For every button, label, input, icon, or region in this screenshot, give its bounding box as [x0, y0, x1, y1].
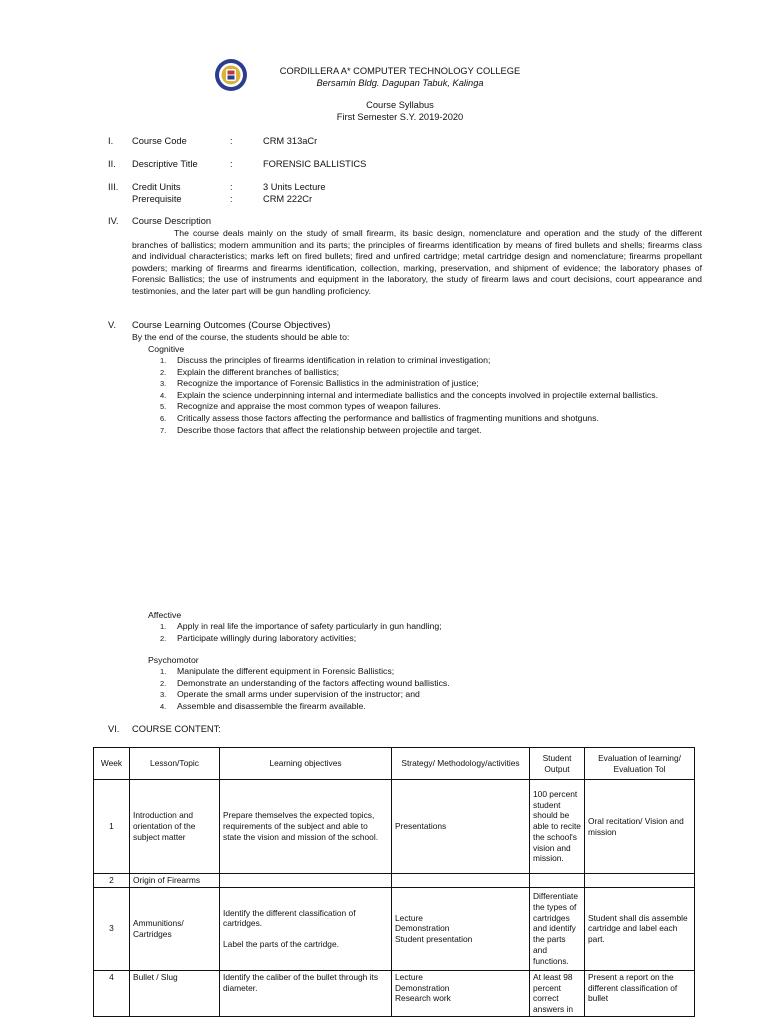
- table-row: [94, 887, 695, 970]
- strategy-line: Student presentation: [395, 934, 473, 945]
- colon: :: [230, 136, 233, 146]
- cognitive-list: [148, 355, 693, 436]
- psychomotor-list: [148, 666, 693, 712]
- column-header-output: Student Output: [530, 748, 585, 780]
- evaluation-cell: Oral recitation/ Vision and mission: [585, 780, 695, 874]
- list-item: 1. Discuss the principles of firearms identification in relation to criminal investigation;: [160, 355, 491, 365]
- column-header-topic: Lesson/Topic: [130, 748, 220, 780]
- psychomotor-heading: Psychomotor: [148, 655, 199, 665]
- strategy-line: Lecture: [395, 971, 423, 982]
- table-row: [94, 874, 695, 888]
- list-item: 1. Apply in real life the importance of safety particularly in gun handling;: [160, 621, 442, 631]
- credit-units-label: Credit Units: [132, 182, 181, 192]
- objective-line: Label the parts of the cartridge.: [223, 939, 339, 950]
- objectives-cell: Prepare themselves the expected topics, requirements of the subject and able to state the vision and mission of the school.: [220, 780, 392, 874]
- topic-cell: Introduction and orientation of the subject matter: [130, 780, 220, 874]
- topic-cell: Origin of Firearms: [130, 874, 220, 888]
- evaluation-cell: Present a report on the different classification of bullet: [585, 970, 695, 1016]
- colon: :: [230, 194, 233, 204]
- colon: :: [230, 159, 233, 169]
- objectives-cell: Identify the caliber of the bullet through its diameter.: [220, 970, 392, 1016]
- table-row: [94, 970, 695, 1016]
- objectives-cell: [220, 874, 392, 888]
- course-description-text: [132, 228, 702, 298]
- course-code-label: Course Code: [132, 136, 187, 146]
- strategy-cell: Presentations: [392, 780, 530, 874]
- evaluation-cell: Student shall dis assemble cartridge and label each part.: [585, 887, 695, 970]
- course-content-label: COURSE CONTENT:: [132, 724, 221, 734]
- topic-cell: Bullet / Slug: [130, 970, 220, 1016]
- topic-cell: Ammunitions/ Cartridges: [130, 887, 220, 970]
- week-cell: 3: [94, 887, 130, 970]
- strategy-line: Demonstration: [395, 982, 450, 993]
- strategy-cell: [392, 970, 530, 1016]
- list-item: 5. Recognize and appraise the most common types of weapon failures.: [160, 401, 441, 412]
- section-number: IV.: [108, 216, 119, 226]
- list-item: 6. Critically assess those factors affecting the performance and ballistics of fragmenting munitions and shotguns.: [160, 412, 599, 423]
- list-item: 2. Explain the different branches of ballistics;: [160, 366, 340, 377]
- column-header-evaluation: Evaluation of learning/ Evaluation Tol: [585, 748, 695, 780]
- week-cell: 2: [94, 874, 130, 888]
- list-item: 3. Recognize the importance of Forensic Ballistics in the administration of justice;: [160, 378, 479, 389]
- strategy-line: Lecture: [395, 912, 423, 923]
- prerequisite-value: CRM 222Cr: [263, 194, 313, 204]
- week-cell: 4: [94, 970, 130, 1016]
- list-item: 4. Assemble and disassemble the firearm available.: [160, 700, 366, 711]
- evaluation-cell: [585, 874, 695, 888]
- college-address: Bersamin Bldg. Dagupan Tabuk, Kalinga: [316, 78, 484, 88]
- strategy-line: Research work: [395, 993, 451, 1004]
- course-description-body: The course deals mainly on the study of small firearm, its basic design, nomenclature and operation and the study of the different branches of ballistics; modern ammunition and its parts; the principles of firearms identification by means of fired bullets and shells; firearms class and individual characteristics; marks left on fired bullets; fired and unfired cartridge; metal cartridge design and nomenclature; firearms propellant powders; marking of firearms and firearms identification, collection, marking, preservation, and shipment of evidence; the laboratory phases of Forensic Ballistics; the use of instruments and equipment in the laboratory, the study of firearm laws and court decisions, court appearance and testimonies, and the later part will be gun handling proficiency.: [132, 228, 702, 296]
- column-header-strategy: Strategy/ Methodology/activities: [392, 748, 530, 780]
- credit-units-value: 3 Units Lecture: [263, 182, 326, 192]
- output-cell: Differentiate the types of cartridges and identify the parts and functions.: [530, 887, 585, 970]
- descriptive-title-value: FORENSIC BALLISTICS: [263, 159, 367, 169]
- affective-list: [148, 621, 693, 644]
- section-number: II.: [108, 159, 116, 169]
- section-number: III.: [108, 182, 119, 192]
- output-cell: [530, 874, 585, 888]
- learning-outcomes-intro: By the end of the course, the students should be able to:: [132, 332, 350, 342]
- column-header-week: Week: [94, 748, 130, 780]
- week-cell: 1: [94, 780, 130, 874]
- list-item: 4. Explain the science underpinning internal and intermediate ballistics and the concepts involved in projectile external ballistics.: [160, 389, 658, 400]
- cognitive-heading: Cognitive: [148, 344, 185, 354]
- list-item: 7. Describe those factors that affect the relationship between projectile and target.: [160, 424, 482, 435]
- doc-title: Course Syllabus: [366, 100, 434, 110]
- semester: First Semester S.Y. 2019-2020: [336, 112, 464, 122]
- course-content-table: [93, 747, 695, 1017]
- prerequisite-label: Prerequisite: [132, 194, 182, 204]
- learning-outcomes-label: Course Learning Outcomes (Course Objectives): [132, 320, 331, 330]
- descriptive-title-label: Descriptive Title: [132, 159, 198, 169]
- section-number: VI.: [108, 724, 120, 734]
- list-item: 1. Manipulate the different equipment in Forensic Ballistics;: [160, 666, 395, 676]
- colon: :: [230, 182, 233, 192]
- objective-line: Identify the different classification of cartridges.: [223, 907, 356, 929]
- output-cell: 100 percent student should be able to recite the school's vision and mission.: [530, 780, 585, 874]
- list-item: 3. Operate the small arms under supervision of the instructor; and: [160, 689, 420, 700]
- column-header-objectives: Learning objectives: [220, 748, 392, 780]
- section-number: V.: [108, 320, 116, 330]
- strategy-cell: [392, 887, 530, 970]
- list-item: 2. Demonstrate an understanding of the factors affecting wound ballistics.: [160, 677, 450, 688]
- output-cell: At least 98 percent correct answers in: [530, 970, 585, 1016]
- course-description-label: Course Description: [132, 216, 212, 226]
- table-row: [94, 780, 695, 874]
- course-code-value: CRM 313aCr: [263, 136, 318, 146]
- section-number: I.: [108, 136, 114, 146]
- strategy-line: Demonstration: [395, 923, 450, 934]
- college-name: CORDILLERA A* COMPUTER TECHNOLOGY COLLEGE: [279, 66, 521, 76]
- strategy-cell: [392, 874, 530, 888]
- affective-heading: Affective: [148, 610, 182, 620]
- objectives-cell: [220, 887, 392, 970]
- table-header-row: [94, 748, 695, 780]
- list-item: 2. Participate willingly during laboratory activities;: [160, 632, 357, 643]
